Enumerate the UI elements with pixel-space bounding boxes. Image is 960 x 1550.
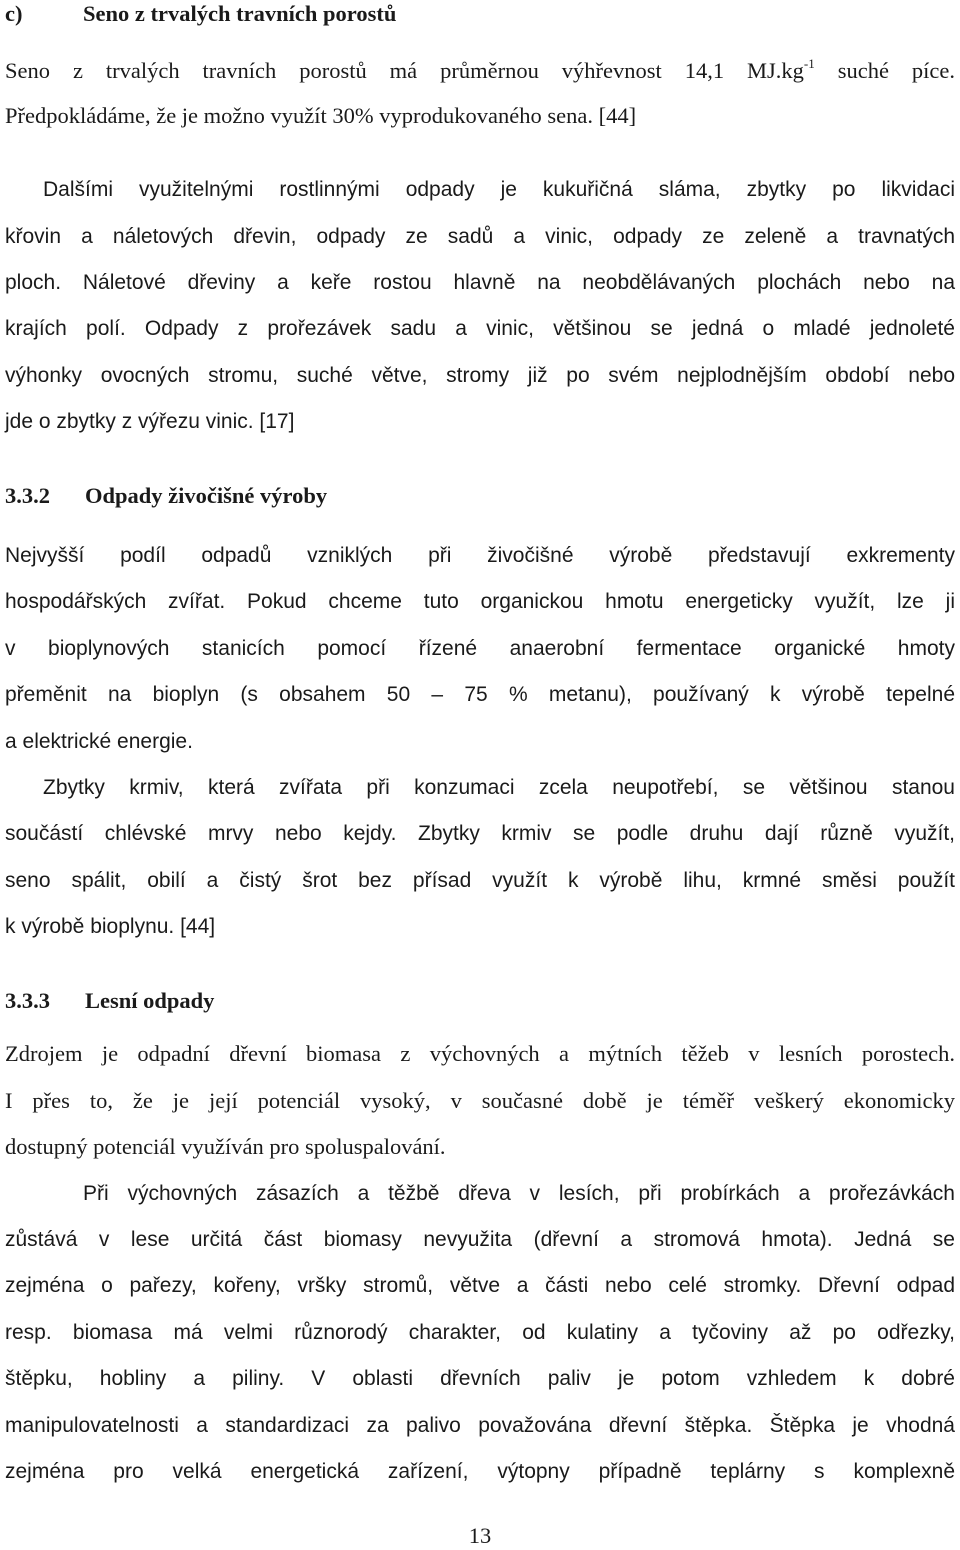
section-c-label: c) <box>5 1 23 26</box>
para-waste-line-2: křovin a náletových dřevin, odpady ze sadů a vinic, odpady ze zeleně a travnatých <box>5 225 955 248</box>
para-animal-line-2: hospodářských zvířat. Pokud chceme tuto organickou hmotu energeticky využít, lze ji <box>5 590 955 613</box>
para-feed-line-1: Zbytky krmiv, která zvířata při konzumaci zcela neupotřebí, se většinou stanou <box>43 776 955 799</box>
section-333-heading <box>5 987 955 1015</box>
para-waste-line-3: ploch. Náletové dřeviny a keře rostou hlavně na neobdělávaných plochách nebo na <box>5 271 955 294</box>
document-page <box>5 0 955 1550</box>
para-forest2-line-3: zejména o pařezy, kořeny, vršky stromů, větve a části nebo celé stromky. Dřevní odpad <box>5 1274 955 1297</box>
para-forest2-line-2: zůstává v lese určitá část biomasy nevyužita (dřevní a stromová hmota). Jedná se <box>5 1228 955 1251</box>
para-forest1-line-3: dostupný potenciál využíván pro spoluspalování. <box>5 1134 446 1159</box>
para-forest2-line-1: Při výchovných zásazích a těžbě dřeva v lesích, při probírkách a prořezávkách <box>83 1182 955 1205</box>
para-animal-line-1: Nejvyšší podíl odpadů vzniklých při živočišné výrobě představují exkrementy <box>5 544 955 567</box>
section-333-number: 3.3.3 <box>5 988 50 1013</box>
para-waste-line-4: krajích polí. Odpady z prořezávek sadu a vinic, většinou se jedná o mladé jednoleté <box>5 317 955 340</box>
para-feed-line-2: součástí chlévské mrvy nebo kejdy. Zbytky krmiv se podle druhu dají různě využít, <box>5 822 955 845</box>
para-forest2-line-7: zejména pro velká energetická zařízení, výtopny případně teplárny s komplexně <box>5 1460 955 1483</box>
para-hay-line-2: Předpokládáme, že je možno využít 30% vyprodukovaného sena. [44] <box>5 103 637 128</box>
para-waste-line-5: výhonky ovocných stromu, suché větve, stromy již po svém nejplodnějším období nebo <box>5 364 955 387</box>
page-number: 13 <box>468 1523 492 1548</box>
section-332-number: 3.3.2 <box>5 483 50 508</box>
para-forest2-line-4: resp. biomasa má velmi různorodý charakter, od kulatiny a tyčoviny až po odřezky, <box>5 1321 955 1344</box>
section-c-heading <box>5 0 955 28</box>
para-forest1-line-1: Zdrojem je odpadní dřevní biomasa z výchovných a mýtních těžeb v lesních porostech. <box>5 1041 955 1066</box>
section-332-title: Odpady živočišné výroby <box>85 483 328 508</box>
para-feed-line-4: k výrobě bioplynu. [44] <box>5 915 216 938</box>
para-hay-line-1: Seno z trvalých travních porostů má průměrnou výhřevnost 14,1 $MJ.kg^{-1}$ suché píce. <box>5 55 955 83</box>
para-feed-line-3: seno spálit, obilí a čistý šrot bez přísad využít k výrobě lihu, krmné směsi použít <box>5 869 955 892</box>
para-animal-line-4: přeměnit na bioplyn (s obsahem 50 – 75 % metanu), používaný k výrobě tepelné <box>5 683 955 706</box>
para-waste-line-1: Dalšími využitelnými rostlinnými odpady je kukuřičná sláma, zbytky po likvidaci <box>43 178 955 201</box>
para-animal-line-3: v bioplynových stanicích pomocí řízené anaerobní fermentace organické hmoty <box>5 637 955 660</box>
section-c-title: Seno z trvalých travních porostů <box>83 1 397 26</box>
section-333-title: Lesní odpady <box>85 988 215 1013</box>
para-waste-line-6: jde o zbytky z výřezu vinic. [17] <box>5 410 295 433</box>
para-animal-line-5: a elektrické energie. <box>5 730 193 753</box>
para-forest2-line-6: manipulovatelnosti a standardizaci za palivo považována dřevní štěpka. Štěpka je vhodná <box>5 1414 955 1437</box>
para-forest1-line-2: I přes to, že je její potenciál vysoký, v současné době je téměř veškerý ekonomicky <box>5 1088 955 1113</box>
para-forest2-line-5: štěpku, hobliny a piliny. V oblasti dřevních paliv je potom vzhledem k dobré <box>5 1367 955 1390</box>
section-332-heading <box>5 482 955 510</box>
